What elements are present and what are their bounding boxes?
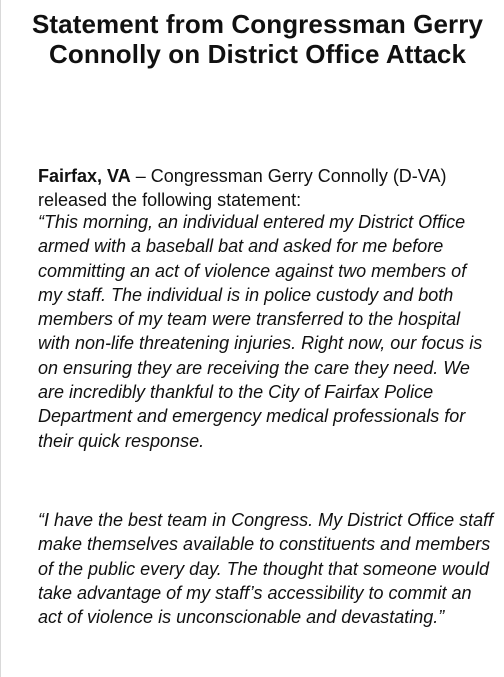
dateline: Fairfax, VA xyxy=(38,166,131,186)
intro-text: Congressman Gerry Connolly (D-VA) released the following statement: xyxy=(38,166,447,210)
dateline-separator: – xyxy=(130,166,151,186)
intro-paragraph xyxy=(38,164,492,212)
quote-paragraph-1: “This morning, an individual entered my District Office armed with a baseball bat and asked for me before committing an act of violence against two members of my staff. The individual is in police custody and both members of my team were transferred to the hospital with non-life threatening injuries. Right now, our focus is on ensuring they are receiving the care they need. We are incredibly thankful to the City of Fairfax Police Department and emergency medical professionals for their quick response. xyxy=(38,212,483,451)
quote-paragraph-2: “I have the best team in Congress. My District Office staff make themselves available to constituents and members of the public every day. The thought that someone would take advantage of my staff’s accessibility to commit an act of violence is unconscionable and devastating.” xyxy=(38,510,494,628)
statement-title: Statement from Congressman Gerry Connolly on District Office Attack xyxy=(31,9,484,69)
